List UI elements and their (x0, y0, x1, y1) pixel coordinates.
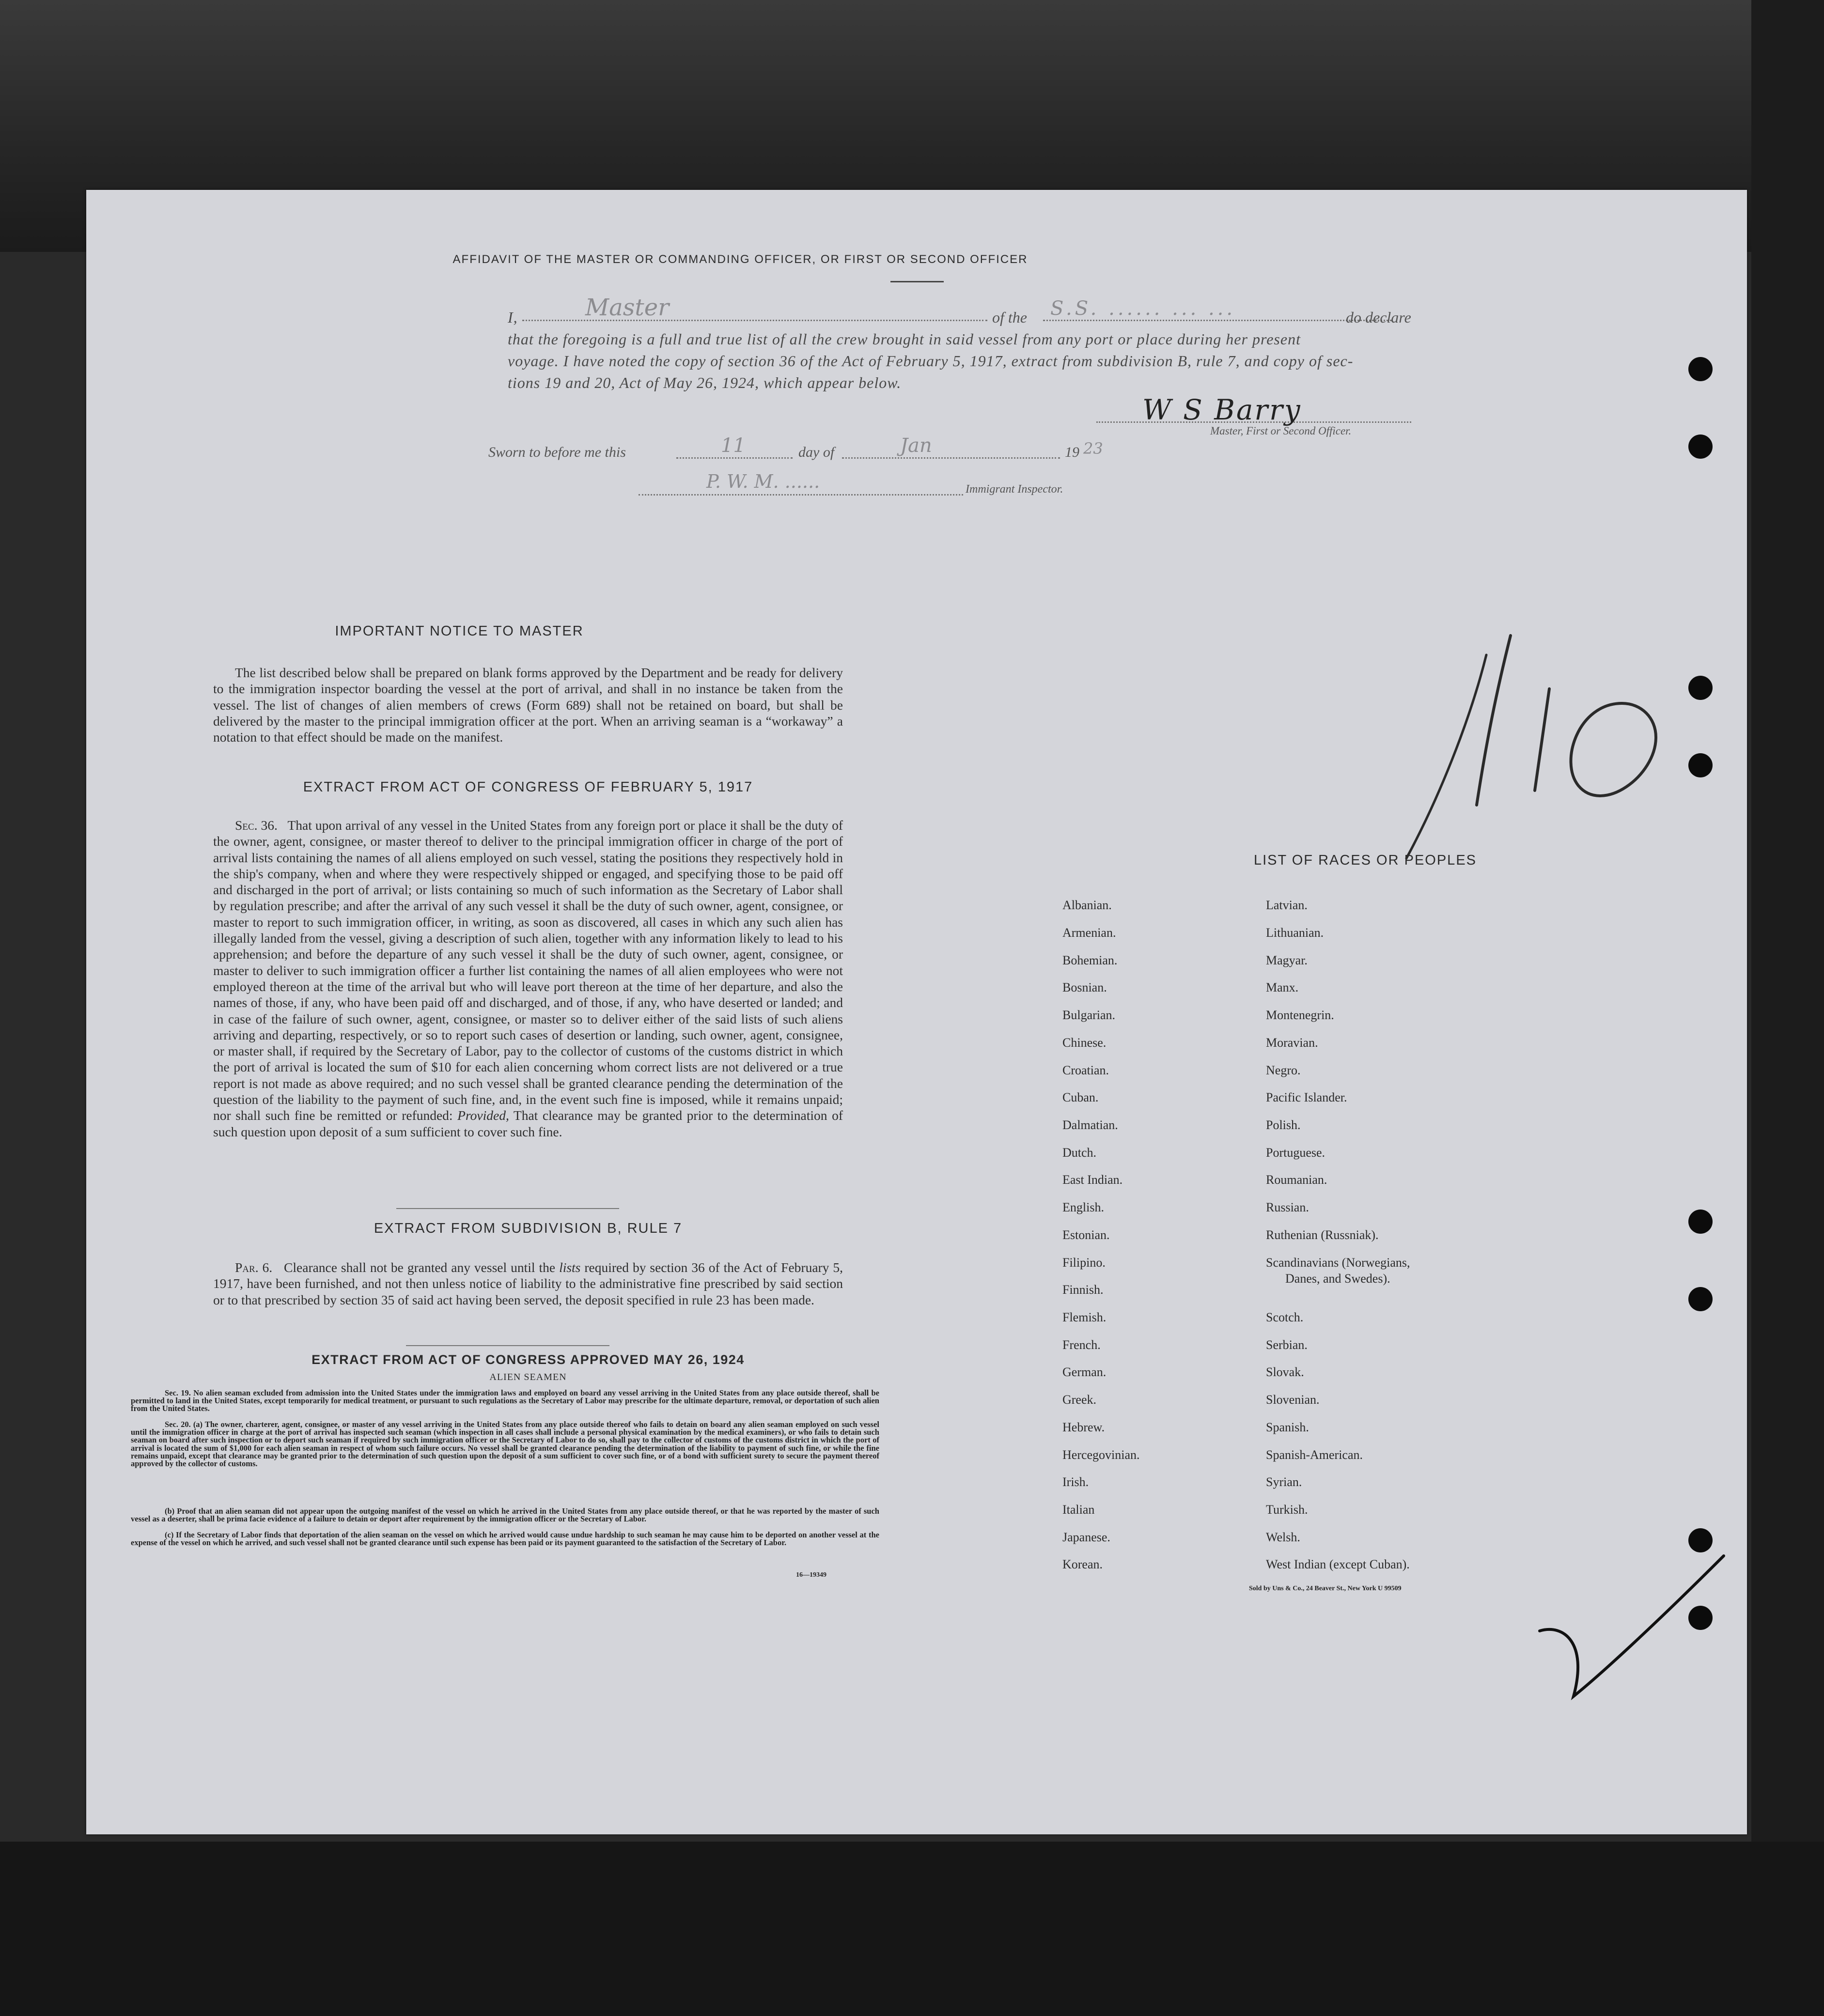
affidavit-title: AFFIDAVIT OF THE MASTER OR COMMANDING OFFICER, OR FIRST OR SECOND OFFICER (452, 253, 1028, 266)
races-title: LIST OF RACES OR PEOPLES (1253, 853, 1477, 868)
race-right-item: Moravian. (1266, 1036, 1318, 1050)
race-left-item: German. (1062, 1365, 1107, 1379)
race-left-item: Flemish. (1062, 1310, 1107, 1324)
handwritten-day: 11 (721, 434, 746, 457)
inspector-line (639, 494, 963, 496)
race-left-item: East Indian. (1062, 1173, 1123, 1187)
section-19-text: Sec. 19. No alien seaman excluded from admission into the United States under the immigration laws and employed on board any vessel arriving in the United States from any place outside thereof, shall be permitted to land in the United States, except temporarily for medical treatment, or pursuant to such regulations as the Secretary of Labor may prescribe for the ultimate departure, removal, or deportation of such alien from the United States. (131, 1388, 879, 1413)
section-20c-text: (c) If the Secretary of Labor finds that deportation of the alien seaman on the vessel on which he arrived would cause undue hardship to such seaman he may cause him to be deported on another vessel at the expense of the vessel on which he arrived, and such vessel shall not be granted clearance until such expense has been paid or its payment guaranteed to the satisfaction of the Secretary of Labor. (131, 1530, 879, 1548)
binder-hole-icon (1688, 1528, 1713, 1552)
race-right-item: Roumanian. (1266, 1173, 1327, 1187)
race-right-item: Syrian. (1266, 1475, 1302, 1489)
race-right-item: Spanish-American. (1266, 1448, 1363, 1462)
race-right-item: Pacific Islander. (1266, 1090, 1347, 1104)
race-left-item: Korean. (1062, 1557, 1103, 1571)
race-left-item: Croatian. (1062, 1063, 1109, 1077)
race-right-item: West Indian (except Cuban). (1266, 1557, 1410, 1571)
handwritten-rank: Master (585, 294, 670, 321)
race-left-item: English. (1062, 1200, 1104, 1214)
do-declare-label: do declare (1346, 309, 1411, 326)
affidavit-line-3: voyage. I have noted the copy of section 36 of the Act of February 5, 1917, extract from subdivision B, rule 7, and copy of sec- (508, 352, 1354, 370)
binder-hole-icon (1688, 1287, 1713, 1311)
handwritten-fraction-mark (1365, 616, 1714, 868)
affidavit-line-2: that the foregoing is a full and true list of all the crew brought in said vessel from any port or place during her present (508, 330, 1301, 348)
handwritten-year: 23 (1083, 439, 1103, 458)
race-right-item: Polish. (1266, 1118, 1301, 1132)
sworn-day-line (676, 457, 793, 459)
divider (890, 281, 944, 282)
race-right-item: Montenegrin. (1266, 1008, 1334, 1022)
section-36-text: That upon arrival of any vessel in the United States from any foreign port or place it shall be the duty of the owner, agent, consignee, or master thereof to deliver to the principal immigration officer in charge of the port of arrival lists containing the names of all aliens employed on such vessel, stating the positions they respectively hold in the ship's company, when and where they were respectively shipped or engaged, and specifying those to be paid off and discharged in the port of arrival; or lists containing so much of such information as the Secretary of Labor shall by regulation prescribe; and after the arrival of any such vessel it shall be the duty of such owner, agent, consignee, or master to report to such immigration officer, in writing, as soon as discovered, all cases in which any such alien has illegally landed from the vessel, giving a description of such alien, together with any information likely to lead to his apprehension; and before the departure of any such vessel it shall be the duty of such owner, agent, consignee, or master to deliver to such immigration officer a further list containing the names of all alien employees who were not employed thereon at the time of the arrival but who will leave port thereon at the time of her departure, and also the names of those, if any, who have been paid off and discharged, and of those, if any, who have deserted or landed; and in case of the failure of such owner, agent, consignee, or master so to deliver either of the said lists of such aliens arriving and departing, respectively, or so to report such cases of desertion or landing, such owner, agent, consignee, or master shall, if required by the Secretary of Labor, pay to the collector of customs of the customs district in which the port of arrival is located the sum of $10 for each alien concerning whom correct lists are not delivered or a true report is not made as above required; and no such vessel shall be granted clearance pending the determination of the question of the liability to the payment of such fine, and, in the event such fine is imposed, while it remains unpaid; nor shall such fine be remitted or refunded: (213, 818, 843, 1123)
extract-1917-body (213, 817, 843, 1140)
corner-annotation (1588, 1667, 1589, 1668)
race-right-item: Scotch. (1266, 1310, 1304, 1324)
race-right-item: Danes, and Swedes). (1285, 1272, 1390, 1286)
section-20b-text: (b) Proof that an alien seaman did not appear upon the outgoing manifest of the vessel on which he arrived in the United States from any place outside thereof, or that he was reported by the master of such vessel as a deserter, shall be prima facie evidence of a failure to detain or deport after requirement by the immigration officer or the Secretary of Labor. (131, 1506, 879, 1524)
race-left-item: Finnish. (1062, 1283, 1104, 1297)
notice-body: The list described below shall be prepared on blank forms approved by the Department and be ready for delivery to the immigration inspector boarding the vessel at the port of arrival, and shall in no instance be taken from the vessel. The list of changes of alien members of crews (Form 689) shall not be retained on board, but shall be delivered by the master to the principal immigration officer at the port. When an arriving seaman is a “workaway” a notation to that effect should be made on the manifest. (213, 665, 843, 745)
race-left-item: Albanian. (1062, 898, 1112, 912)
divider (396, 1208, 619, 1209)
provided-word: Provided, (457, 1108, 509, 1123)
race-left-item: Irish. (1062, 1475, 1089, 1489)
seller-imprint: Sold by Uns & Co., 24 Beaver St., New York U 99509 (1249, 1585, 1402, 1592)
subdivision-b-body (213, 1259, 843, 1308)
section-36-label: Sec. 36. (235, 818, 278, 833)
handwritten-2-mark (1530, 1551, 1733, 1711)
race-left-item: French. (1062, 1338, 1101, 1352)
paragraph-6-label: Par. 6. (235, 1260, 273, 1275)
affidavit-line-4: tions 19 and 20, Act of May 26, 1924, which appear below. (508, 374, 902, 391)
affidavit-i-label: I, (508, 309, 518, 326)
race-left-item: Chinese. (1062, 1036, 1107, 1050)
race-right-item: Latvian. (1266, 898, 1308, 912)
race-right-item: Negro. (1266, 1063, 1301, 1077)
handwritten-vessel: S.S. ...... ... ... (1050, 297, 1236, 320)
race-right-item: Turkish. (1266, 1503, 1308, 1517)
binder-hole-icon (1688, 1210, 1713, 1234)
paragraph-6-text: Clearance shall not be granted any vessel until the (284, 1260, 556, 1275)
race-left-item: Italian (1062, 1503, 1095, 1517)
race-right-item: Serbian. (1266, 1338, 1308, 1352)
race-left-item: Greek. (1062, 1393, 1097, 1407)
race-left-item: Estonian. (1062, 1228, 1110, 1242)
form-number: 16—19349 (796, 1571, 826, 1579)
race-right-item: Manx. (1266, 980, 1299, 994)
divider (406, 1345, 609, 1346)
paragraph-6-text-end: required by section 36 of the Act of February 5, 1917, have been furnished, and not then unless notice of liability to the administrative fine prescribed by said section or to that prescribed by section 35 of said act having been served, the deposit specified in rule 23 has been made. (213, 1260, 843, 1307)
race-left-item: Bulgarian. (1062, 1008, 1116, 1022)
race-left-item: Armenian. (1062, 926, 1116, 940)
race-left-item: Dutch. (1062, 1146, 1097, 1160)
race-right-item: Scandinavians (Norwegians, (1266, 1256, 1410, 1270)
race-left-item: Dalmatian. (1062, 1118, 1118, 1132)
race-left-item: Filipino. (1062, 1256, 1106, 1270)
year-label: 19 (1065, 444, 1079, 460)
signature-caption: Master, First or Second Officer. (1210, 425, 1352, 437)
race-right-item: Magyar. (1266, 953, 1308, 967)
master-signature: W S Barry (1142, 393, 1302, 426)
sworn-prefix: Sworn to before me this (488, 444, 626, 460)
lists-word: lists (559, 1260, 581, 1275)
race-right-item: Portuguese. (1266, 1146, 1325, 1160)
binder-hole-icon (1688, 434, 1713, 459)
race-right-item: Slovak. (1266, 1365, 1304, 1379)
race-right-item: Welsh. (1266, 1530, 1300, 1544)
inspector-signature: P. W. M. ...... (706, 471, 820, 492)
race-right-item: Russian. (1266, 1200, 1309, 1214)
race-left-item: Hebrew. (1062, 1420, 1105, 1434)
race-right-item: Slovenian. (1266, 1393, 1320, 1407)
day-of-label: day of (798, 444, 835, 460)
scan-background-bottom (0, 1842, 1824, 2016)
section-20a-text: Sec. 20. (a) The owner, charterer, agent, consignee, or master of any vessel arriving in the United States from any place outside thereof who fails to detain on board any alien seaman employed on such vessel until the immigration officer in charge at the port of arrival has inspected such seaman (which inspection in all cases shall include a personal physical examination by the medical examiners), or who fails to detain such seaman on board after such inspection or to deport such seaman if required by such immigration officer or the Secretary of Labor to do so, shall pay to the collector of customs of the customs district in which the port of arrival is located the sum of $1,000 for each alien seaman in respect of whom such failure occurs. No vessel shall be granted clearance pending the determination of the liability to payment of such fine, or while the fine remains unpaid, except that clearance may be granted prior to the determination of such question upon the deposit of a sum sufficient to cover such fine, or of a bond with sufficient surety to secure the payment thereof approved by the collector of customs. (131, 1420, 879, 1469)
race-right-item: Ruthenian (Russniak). (1266, 1228, 1379, 1242)
scan-background-right (1751, 0, 1824, 2016)
inspector-caption: Immigrant Inspector. (966, 483, 1063, 496)
document-page (86, 190, 1747, 1834)
extract-1924-subtitle: ALIEN SEAMEN (489, 1372, 567, 1382)
race-right-item: Spanish. (1266, 1420, 1309, 1434)
notice-title: IMPORTANT NOTICE TO MASTER (335, 623, 584, 639)
race-right-item: Lithuanian. (1266, 926, 1324, 940)
handwritten-month: Jan (900, 434, 932, 457)
race-left-item: Japanese. (1062, 1530, 1110, 1544)
sworn-month-line (842, 457, 1060, 459)
race-left-item: Cuban. (1062, 1090, 1099, 1104)
binder-hole-icon (1688, 357, 1713, 381)
extract-1917-title: EXTRACT FROM ACT OF CONGRESS OF FEBRUARY 5, 1917 (303, 779, 753, 795)
race-left-item: Hercegovinian. (1062, 1448, 1140, 1462)
vessel-field-line (1043, 320, 1392, 321)
section-36-text-end: That clearance may be granted prior to the determination of such question upon deposit of a sum sufficient to cover such fine. (213, 1108, 843, 1139)
subdivision-b-title: EXTRACT FROM SUBDIVISION B, RULE 7 (374, 1221, 683, 1236)
race-left-item: Bohemian. (1062, 953, 1118, 967)
of-the-label: of the (992, 309, 1027, 326)
race-left-item: Bosnian. (1062, 980, 1107, 994)
extract-1924-title: EXTRACT FROM ACT OF CONGRESS APPROVED MAY 26, 1924 (312, 1352, 745, 1367)
